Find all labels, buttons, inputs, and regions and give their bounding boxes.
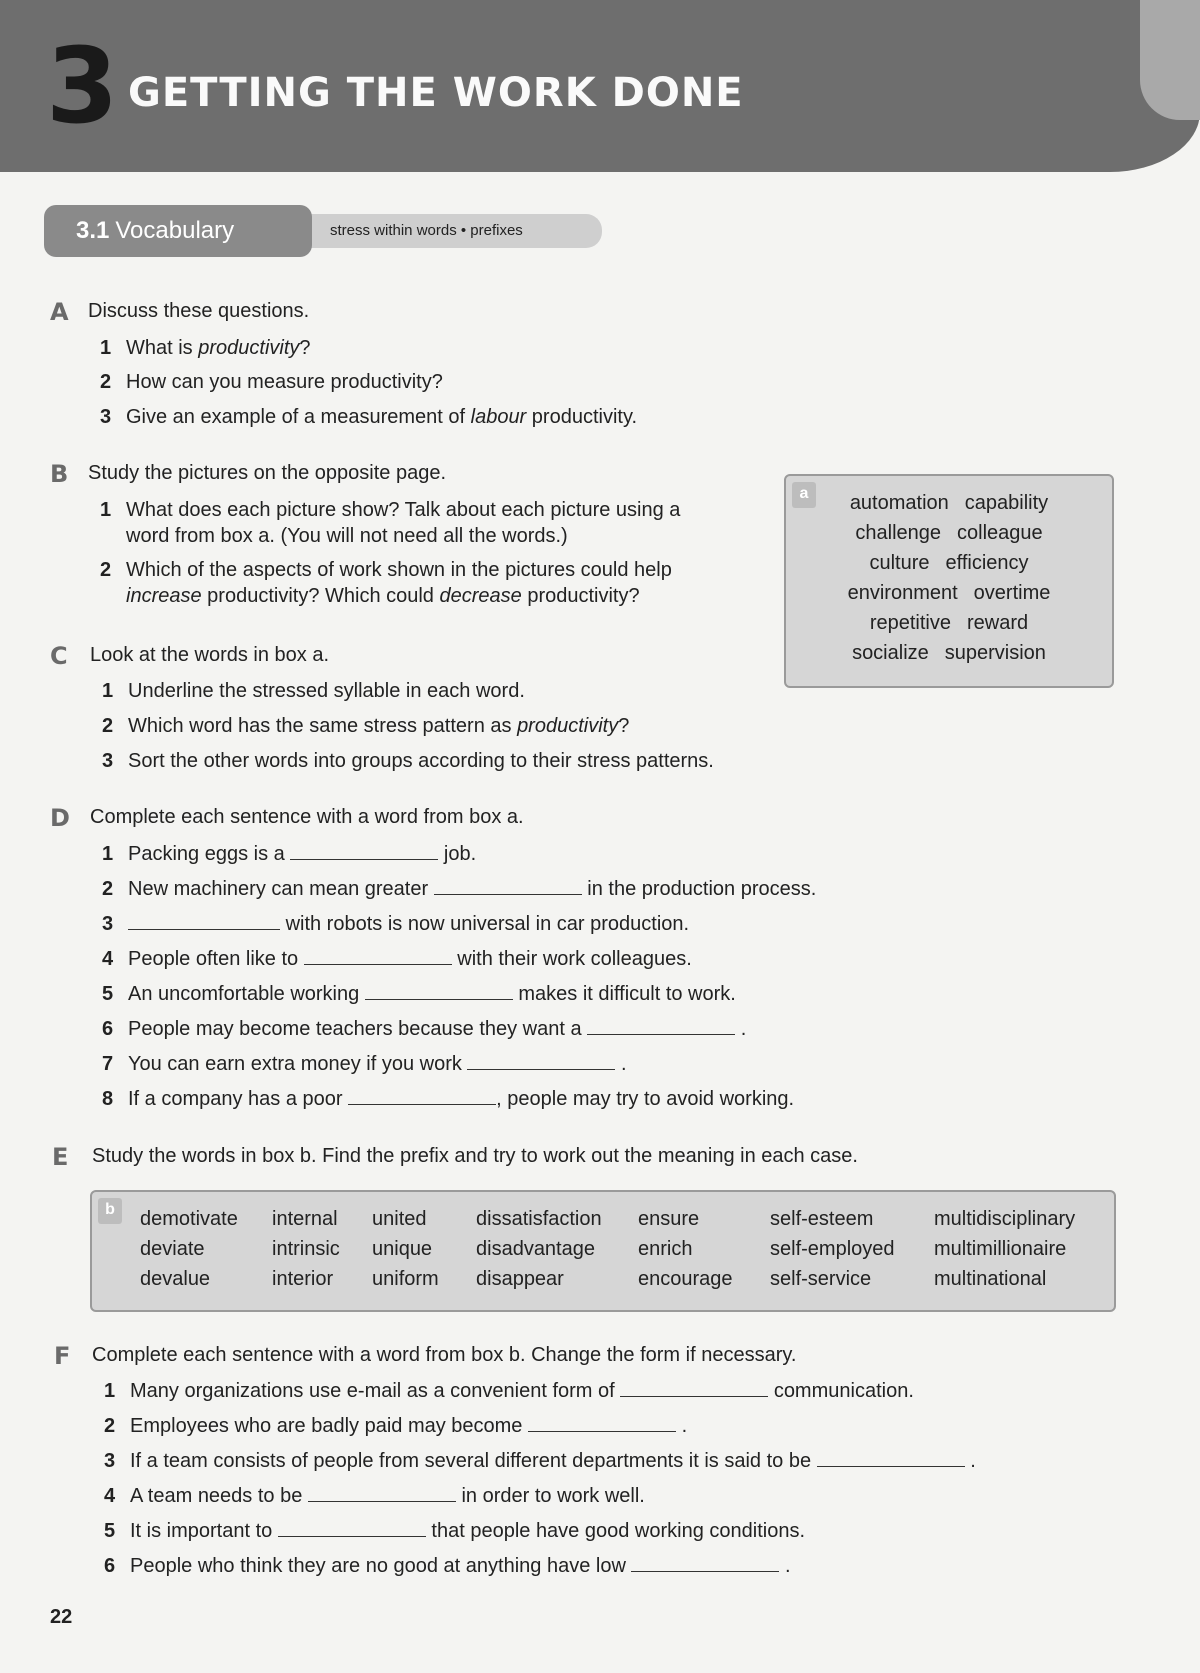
- unit-number: 3: [46, 25, 119, 147]
- answer-blank[interactable]: [467, 1055, 615, 1070]
- exercise-a-instruction: Discuss these questions.: [88, 300, 310, 322]
- answer-blank[interactable]: [348, 1090, 496, 1105]
- box-b-word: devalue: [140, 1268, 211, 1290]
- exercise-a-item: 2 How can you measure productivity?: [100, 371, 443, 393]
- exercise-e-instruction: Study the words in box b. Find the prefix and try to work out the meaning in each case.: [92, 1145, 858, 1167]
- exercise-d-item: 3 with robots is now universal in car production.: [102, 913, 690, 935]
- box-b-word: dissatisfaction: [476, 1208, 602, 1230]
- answer-blank[interactable]: [817, 1452, 965, 1467]
- box-a-row: repetitive reward: [869, 612, 1029, 634]
- exercise-c-letter: C: [50, 642, 68, 670]
- box-b-word: self-esteem: [770, 1208, 874, 1230]
- word-box-b: [90, 1190, 1116, 1312]
- box-b-word: enrich: [638, 1238, 693, 1260]
- box-a-row: socialize supervision: [852, 642, 1046, 664]
- page-number: 22: [50, 1606, 73, 1628]
- section-name: Vocabulary: [115, 217, 235, 244]
- answer-blank[interactable]: [631, 1557, 779, 1572]
- exercise-a-item: 3 Give an example of a measurement of labour productivity.: [100, 406, 638, 428]
- box-b-word: disadvantage: [476, 1238, 595, 1260]
- answer-blank[interactable]: [308, 1487, 456, 1502]
- box-b-word: uniform: [372, 1268, 439, 1290]
- exercise-d-item: 7 You can earn extra money if you work .: [102, 1053, 627, 1075]
- box-b-label: b: [98, 1198, 122, 1224]
- box-b-word: multidisciplinary: [934, 1208, 1076, 1230]
- box-b-word: self-service: [770, 1268, 872, 1290]
- exercise-d-item: 2 New machinery can mean greater in the production process.: [102, 878, 817, 900]
- answer-blank[interactable]: [128, 915, 280, 930]
- box-b-word: united: [372, 1208, 427, 1230]
- exercise-f-item: 5 It is important to that people have good working conditions.: [104, 1520, 805, 1542]
- exercise-f-item: 1 Many organizations use e-mail as a convenient form of communication.: [104, 1380, 914, 1402]
- section-subtitle: stress within words • prefixes: [306, 214, 602, 248]
- exercise-b-item: 1 What does each picture show? Talk about each picture using a word from box a. (You will not need all the words.): [100, 499, 681, 547]
- exercise-f-instruction: Complete each sentence with a word from box b. Change the form if necessary.: [92, 1344, 797, 1366]
- box-b-word: demotivate: [140, 1208, 238, 1230]
- word-box-a: [784, 474, 1114, 688]
- box-b-word: deviate: [140, 1238, 205, 1260]
- exercise-f-item: 6 People who think they are no good at anything have low .: [104, 1555, 791, 1577]
- box-b-word: internal: [272, 1208, 338, 1230]
- box-a-row: challenge colleague: [855, 522, 1043, 544]
- box-a-label: a: [792, 482, 816, 508]
- unit-title: GETTING THE WORK DONE: [128, 70, 744, 116]
- exercise-f-letter: F: [54, 1342, 71, 1370]
- box-a-row: culture efficiency: [869, 552, 1029, 574]
- exercise-a-item: 1 What is productivity?: [100, 337, 311, 359]
- exercise-c-item: 3 Sort the other words into groups according to their stress patterns.: [102, 750, 714, 772]
- exercise-b-letter: B: [50, 460, 69, 488]
- answer-blank[interactable]: [528, 1417, 676, 1432]
- exercise-b-instruction: Study the pictures on the opposite page.: [88, 462, 447, 484]
- box-b-word: ensure: [638, 1208, 700, 1230]
- section-tab: [44, 205, 312, 257]
- exercise-a-letter: A: [50, 298, 69, 326]
- exercise-f-item: 4 A team needs to be in order to work well.: [104, 1485, 645, 1507]
- answer-blank[interactable]: [587, 1020, 735, 1035]
- answer-blank[interactable]: [365, 985, 513, 1000]
- exercise-c-item: 1 Underline the stressed syllable in each word.: [102, 680, 525, 702]
- exercise-c-instruction: Look at the words in box a.: [90, 644, 330, 666]
- box-b-word: disappear: [476, 1268, 564, 1290]
- exercise-f-item: 2 Employees who are badly paid may become .: [104, 1415, 688, 1437]
- box-b-word: intrinsic: [272, 1238, 340, 1260]
- exercise-e-letter: E: [52, 1143, 69, 1171]
- exercise-f-item: 3 If a team consists of people from several different departments it is said to be .: [104, 1450, 976, 1472]
- exercise-d-instruction: Complete each sentence with a word from box a.: [90, 806, 524, 828]
- answer-blank[interactable]: [304, 950, 452, 965]
- exercise-d-letter: D: [50, 804, 70, 832]
- exercise-d-item: 4 People often like to with their work colleagues.: [102, 948, 692, 970]
- exercise-b-item: 2 Which of the aspects of work shown in the pictures could help increase productivity? Which could decrease productivity?: [100, 559, 672, 607]
- exercise-d-item: 1 Packing eggs is a job.: [102, 843, 477, 865]
- box-a-row: environment overtime: [847, 582, 1051, 604]
- box-b-word: multinational: [934, 1268, 1047, 1290]
- box-b-word: encourage: [638, 1268, 733, 1290]
- box-b-word: interior: [272, 1268, 334, 1290]
- box-b-word: self-employed: [770, 1238, 895, 1260]
- answer-blank[interactable]: [620, 1382, 768, 1397]
- answer-blank[interactable]: [290, 845, 438, 860]
- answer-blank[interactable]: [434, 880, 582, 895]
- box-b-word: multimillionaire: [934, 1238, 1067, 1260]
- box-b-word: unique: [372, 1238, 433, 1260]
- box-a-row: automation capability: [849, 492, 1049, 514]
- exercise-d-item: 5 An uncomfortable working makes it difficult to work.: [102, 983, 736, 1005]
- exercise-d-item: 6 People may become teachers because they want a .: [102, 1018, 747, 1040]
- answer-blank[interactable]: [278, 1522, 426, 1537]
- exercise-c-item: 2 Which word has the same stress pattern as productivity?: [102, 715, 630, 737]
- header-corner: [1140, 0, 1200, 120]
- section-number: 3.1: [76, 217, 110, 244]
- exercise-d-item: 8 If a company has a poor , people may try to avoid working.: [102, 1088, 795, 1110]
